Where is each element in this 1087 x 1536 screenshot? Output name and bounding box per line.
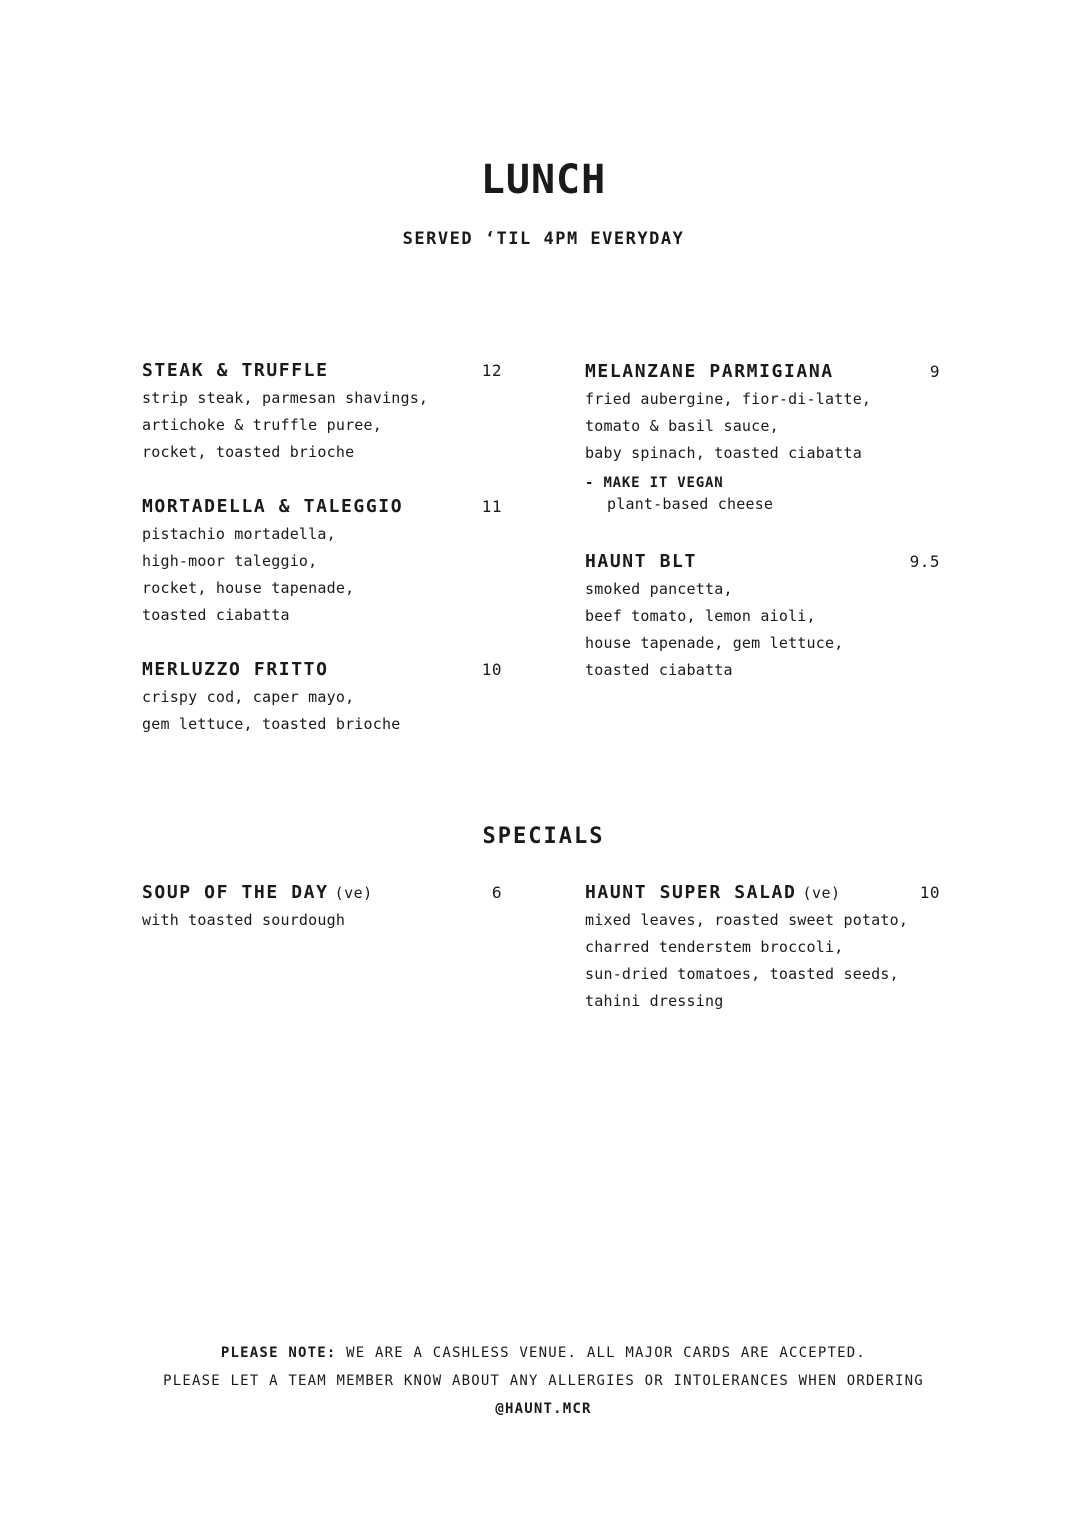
- item-name-text: HAUNT SUPER SALAD: [585, 882, 797, 903]
- allergy-note: PLEASE LET A TEAM MEMBER KNOW ABOUT ANY ALLERGIES OR INTOLERANCES WHEN ORDERING: [163, 1373, 924, 1389]
- vegan-option-title: - MAKE IT VEGAN: [585, 475, 724, 491]
- social-handle: @HAUNT.MCR: [495, 1401, 592, 1417]
- item-description: [142, 385, 502, 466]
- item-name: [142, 881, 373, 905]
- description-line: tomato & basil sauce,: [585, 417, 779, 435]
- item-name: HAUNT BLT: [585, 551, 697, 572]
- note-label: PLEASE NOTE:: [220, 1345, 337, 1361]
- item-name-text: SOUP OF THE DAY: [142, 882, 329, 903]
- item-description: [585, 576, 940, 684]
- menu-item-mortadella-taleggio: [142, 495, 502, 629]
- description-line: sun-dried tomatoes, toasted seeds,: [585, 965, 899, 983]
- item-name: MORTADELLA & TALEGGIO: [142, 496, 404, 517]
- vegan-tag: (ve): [334, 884, 373, 902]
- description-line: toasted ciabatta: [142, 606, 290, 624]
- item-name: MELANZANE PARMIGIANA: [585, 361, 834, 382]
- description-line: rocket, house tapenade,: [142, 579, 355, 597]
- note-text: WE ARE A CASHLESS VENUE. ALL MAJOR CARDS ARE ACCEPTED.: [336, 1345, 867, 1361]
- description-line: crispy cod, caper mayo,: [142, 688, 355, 706]
- menu-item-merluzzo-fritto: [142, 658, 502, 738]
- item-description: [142, 521, 502, 629]
- item-price: 9.5: [909, 552, 940, 571]
- footer: [0, 1339, 1087, 1423]
- item-price: 11: [481, 497, 502, 516]
- specials-title: SPECIALS: [482, 824, 605, 849]
- item-price: 12: [481, 361, 502, 380]
- item-price: 6: [491, 883, 502, 902]
- item-price: 10: [919, 883, 940, 902]
- menu-item-melanzane-parmigiana: [585, 360, 940, 515]
- menu-item-haunt-blt: [585, 550, 940, 684]
- vegan-option-description: plant-based cheese: [607, 495, 774, 513]
- description-line: high-moor taleggio,: [142, 552, 318, 570]
- vegan-tag: (ve): [802, 884, 841, 902]
- description-line: strip steak, parmesan shavings,: [142, 389, 429, 407]
- item-description: [142, 907, 502, 934]
- menu-item-steak-truffle: [142, 359, 502, 466]
- menu-item-haunt-super-salad: [585, 881, 940, 1015]
- item-description: [585, 386, 940, 467]
- vegan-option: [585, 473, 940, 515]
- item-price: 10: [481, 660, 502, 679]
- menu-item-soup-of-the-day: [142, 881, 502, 934]
- description-line: smoked pancetta,: [585, 580, 733, 598]
- item-name: STEAK & TRUFFLE: [142, 360, 329, 381]
- item-name: [585, 881, 841, 905]
- description-line: artichoke & truffle puree,: [142, 416, 382, 434]
- item-description: [142, 684, 502, 738]
- description-line: toasted ciabatta: [585, 661, 733, 679]
- item-description: [585, 907, 940, 1015]
- cashless-note: [0, 1339, 1087, 1367]
- description-line: beef tomato, lemon aioli,: [585, 607, 816, 625]
- description-line: with toasted sourdough: [142, 911, 346, 929]
- description-line: charred tenderstem broccoli,: [585, 938, 844, 956]
- description-line: mixed leaves, roasted sweet potato,: [585, 911, 909, 929]
- item-name: MERLUZZO FRITTO: [142, 659, 329, 680]
- description-line: fried aubergine, fior-di-latte,: [585, 390, 872, 408]
- description-line: house tapenade, gem lettuce,: [585, 634, 844, 652]
- description-line: baby spinach, toasted ciabatta: [585, 444, 862, 462]
- description-line: gem lettuce, toasted brioche: [142, 715, 401, 733]
- description-line: pistachio mortadella,: [142, 525, 336, 543]
- description-line: tahini dressing: [585, 992, 724, 1010]
- item-price: 9: [929, 362, 940, 381]
- description-line: rocket, toasted brioche: [142, 443, 355, 461]
- page-subtitle: SERVED ‘TIL 4PM EVERYDAY: [402, 229, 685, 249]
- page-title: LUNCH: [480, 157, 607, 203]
